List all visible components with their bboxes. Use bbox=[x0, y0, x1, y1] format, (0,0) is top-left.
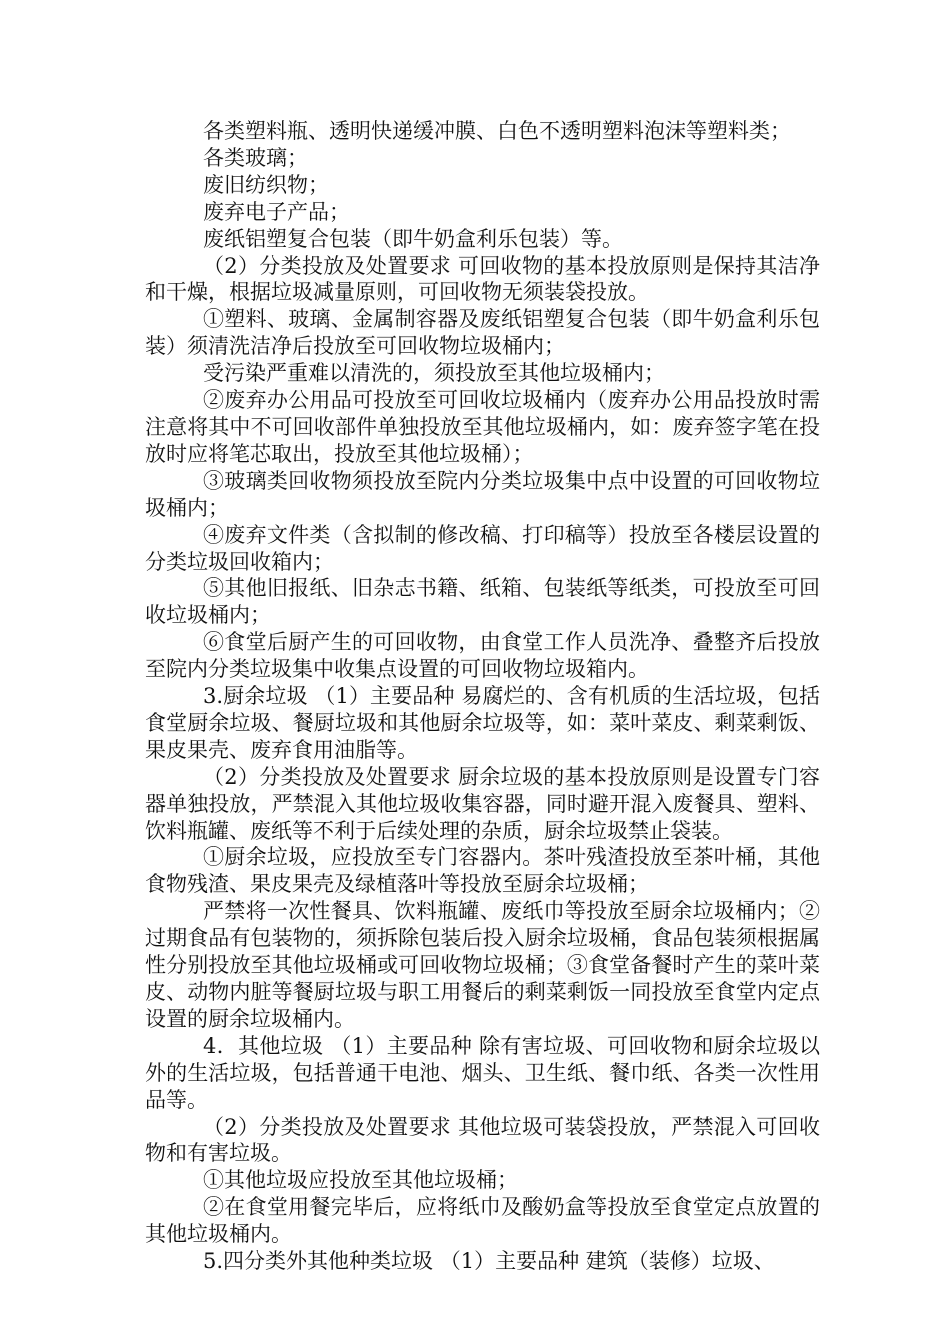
paragraph-kitchen-waste-requirements: （2）分类投放及处置要求 厨余垃圾的基本投放原则是设置专门容器单独投放，严禁混入其他垃圾收集容器，同时避开混入废餐具、塑料、饮料瓶罐、废纸等不利于后续处理的杂质，厨余垃圾禁止袋装。 bbox=[145, 764, 820, 843]
paragraph-extra-category-heading: 5.四分类外其他种类垃圾 （1）主要品种 建筑（装修）垃圾、 bbox=[203, 1249, 775, 1274]
paragraph-plastics: 各类塑料瓶、透明快递缓冲膜、白色不透明塑料泡沫等塑料类； bbox=[203, 119, 791, 143]
paragraph-electronics: 废弃电子产品； bbox=[203, 199, 350, 224]
paragraph-glass: 各类玻璃； bbox=[203, 145, 308, 170]
document-page bbox=[145, 118, 820, 1275]
paragraph-kitchen-waste-item-1: ①厨余垃圾，应投放至专门容器内。茶叶残渣投放至茶叶桶，其他食物残渣、果皮果壳及绿植落叶等投放至厨余垃圾桶； bbox=[145, 845, 820, 897]
paragraph-other-waste-requirements: （2）分类投放及处置要求 其他垃圾可装袋投放，严禁混入可回收物和有害垃圾。 bbox=[145, 1114, 820, 1166]
paragraph-recyclable-item-4: ④废弃文件类（含拟制的修改稿、打印稿等）投放至各楼层设置的分类垃圾回收箱内； bbox=[145, 522, 820, 574]
paragraph-recyclable-item-1: ①塑料、玻璃、金属制容器及废纸铝塑复合包装（即牛奶盒利乐包装）须清洗洁净后投放至可回收物垃圾桶内； bbox=[145, 307, 820, 359]
paragraph-tetra-pak: 废纸铝塑复合包装（即牛奶盒利乐包装）等。 bbox=[203, 226, 623, 251]
paragraph-other-waste-item-2: ②在食堂用餐完毕后，应将纸巾及酸奶盒等投放至食堂定点放置的其他垃圾桶内。 bbox=[145, 1195, 820, 1247]
paragraph-other-waste-heading: 4．其他垃圾 （1）主要品种 除有害垃圾、可回收物和厨余垃圾以外的生活垃圾，包括普通干电池、烟头、卫生纸、餐巾纸、各类一次性用品等。 bbox=[145, 1033, 820, 1112]
paragraph-contaminated: 受污染严重难以清洗的，须投放至其他垃圾桶内； bbox=[203, 361, 665, 386]
paragraph-recyclable-requirements: （2）分类投放及处置要求 可回收物的基本投放原则是保持其洁净和干燥，根据垃圾减量原则，可回收物无须装袋投放。 bbox=[145, 253, 820, 305]
paragraph-recyclable-item-2: ②废弃办公用品可投放至可回收垃圾桶内（废弃办公用品投放时需注意将其中不可回收部件单独投放至其他垃圾桶内，如：废弃签字笔在投放时应将笔芯取出，投放至其他垃圾桶）； bbox=[145, 388, 820, 466]
paragraph-textiles: 废旧纺织物； bbox=[203, 172, 329, 197]
paragraph-recyclable-item-3: ③玻璃类回收物须投放至院内分类垃圾集中点中设置的可回收物垃圾桶内； bbox=[145, 468, 820, 520]
paragraph-kitchen-waste-prohibitions: 严禁将一次性餐具、饮料瓶罐、废纸巾等投放至厨余垃圾桶内；②过期食品有包装物的，须拆除包装后投入厨余垃圾桶，食品包装须根据属性分别投放至其他垃圾桶或可回收物垃圾桶；③食堂备餐时产生的菜叶菜皮、动物内脏等餐厨垃圾与职工用餐后的剩菜剩饭一同投放至食堂内定点设置的厨余垃圾桶内。 bbox=[145, 899, 820, 1031]
paragraph-kitchen-waste-heading: 3.厨余垃圾 （1）主要品种 易腐烂的、含有机质的生活垃圾，包括食堂厨余垃圾、餐厨垃圾和其他厨余垃圾等，如：菜叶菜皮、剩菜剩饭、果皮果壳、废弃食用油脂等。 bbox=[145, 684, 820, 762]
paragraph-other-waste-item-1: ①其他垃圾应投放至其他垃圾桶； bbox=[203, 1168, 518, 1193]
paragraph-recyclable-item-6: ⑥食堂后厨产生的可回收物，由食堂工作人员洗净、叠整齐后投放至院内分类垃圾集中收集点设置的可回收物垃圾箱内。 bbox=[145, 630, 820, 682]
paragraph-recyclable-item-5: ⑤其他旧报纸、旧杂志书籍、纸箱、包装纸等纸类，可投放至可回收垃圾桶内； bbox=[145, 576, 820, 628]
